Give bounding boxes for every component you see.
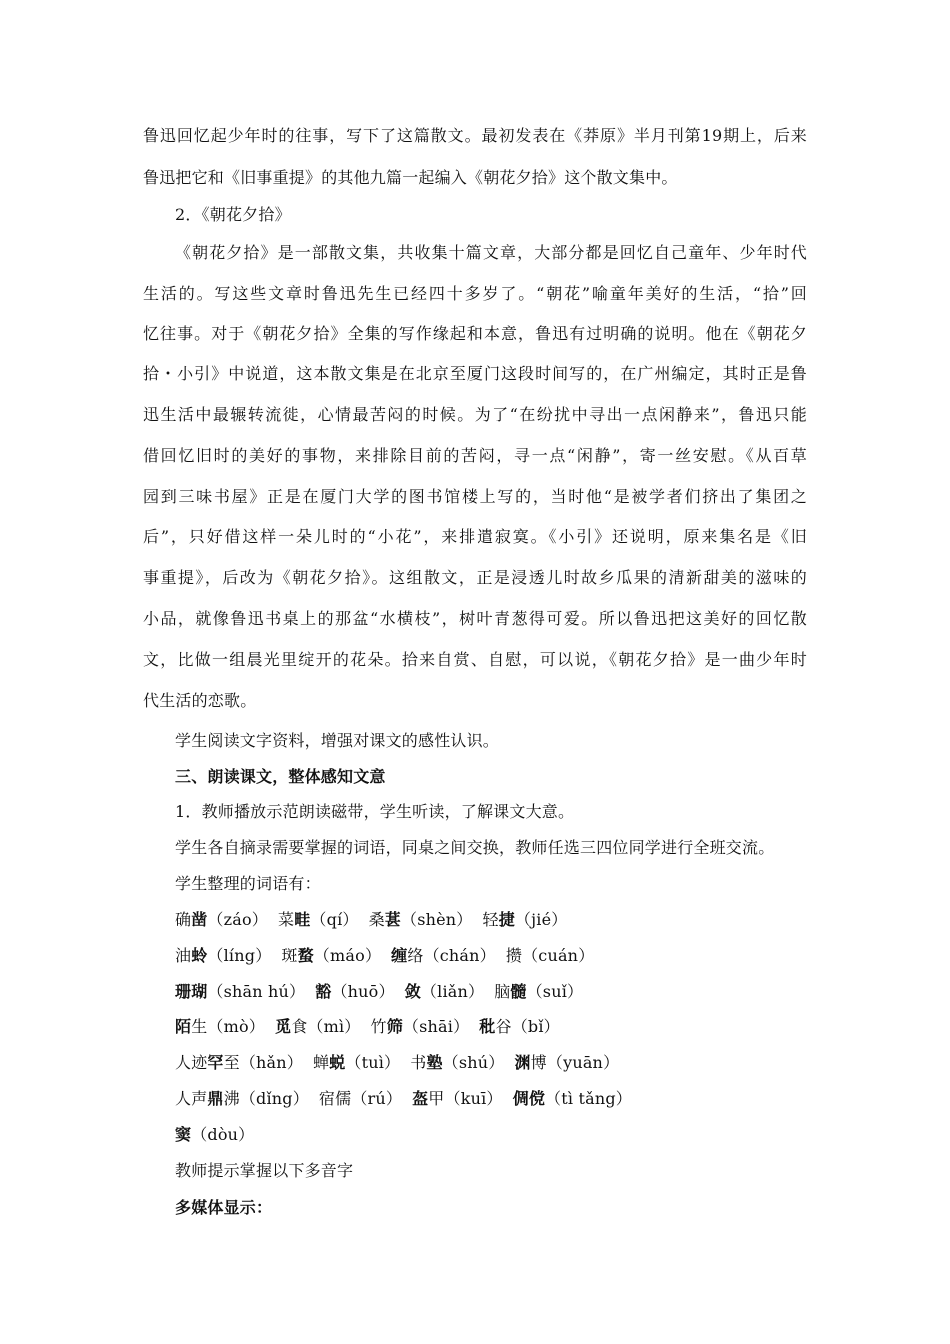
vocab-key-char: 渊 [514,1053,531,1072]
vocab-row [175,1017,560,1037]
vocab-pinyin: （jié） [514,910,568,929]
section-2-line-1: 《朝花夕拾》是一部散文集，共收集十篇文章，大部分都是回忆自己童年、少年时代 [175,243,807,262]
vocab-pinyin: （dǐng） [239,1089,309,1108]
vocab-key-char: 陌 [175,1017,192,1036]
vocab-word-part: 甲 [428,1089,445,1108]
vocab-word-part: 生 [191,1017,208,1036]
vocab-pinyin: （qí） [310,910,359,929]
vocab-pinyin: （líng） [207,946,272,965]
vocab-item [371,1017,470,1036]
student-reading-note: 学生阅读文字资料，增强对课文的感性认识。 [175,731,500,750]
vocab-word-part: 食 [291,1017,308,1036]
vocab-item [175,910,268,929]
vocab-pinyin: （bǐ） [511,1017,560,1036]
vocab-key-char: 蛉 [191,946,208,965]
vocab-item [391,946,496,965]
vocab-row [175,946,594,966]
vocab-pinyin: （mò） [207,1017,266,1036]
vocab-pinyin: （záo） [207,910,269,929]
vocab-key-char: 豁 [315,982,332,1001]
vocab-item [369,910,473,929]
section-2-line-11: 文，比做一组晨光里绽开的花朵。拾来自赏、自慰，可以说，《朝花夕拾》是一曲少年时 [143,650,807,669]
vocab-word-part: 人声 [175,1089,208,1108]
vocab-row [175,1125,254,1145]
vocab-pinyin: （liǎn） [420,982,485,1001]
section-2-line-5: 迅生活中最辗转流徙，心情最苦闷的时候。为了“在纷扰中寻出一点闲静来”，鲁迅只能 [143,405,807,424]
section-2-heading: 2．《朝花夕拾》 [175,205,291,224]
vocab-key-char: 缠 [391,946,408,965]
vocab-item [175,946,271,965]
vocab-word-part: 沸 [223,1089,240,1108]
vocab-item [514,1053,619,1072]
vocab-word-part: 博 [530,1053,547,1072]
section-2-line-12: 代生活的恋歌。 [143,691,257,710]
vocab-key-char: 捷 [498,910,515,929]
vocab-word-part: 书 [410,1053,427,1072]
vocab-item [175,1017,265,1036]
vocab-pinyin: （shāi） [402,1017,470,1036]
multimedia-label: 多媒体显示： [175,1198,273,1217]
vocab-pinyin: （rú） [351,1089,403,1108]
vocab-row [175,1089,632,1109]
vocab-item [278,910,359,929]
vocab-key-char: 窦 [175,1125,192,1144]
vocab-item [281,946,381,965]
vocab-item [506,946,595,965]
vocab-word-part: 竹 [370,1017,387,1036]
section-2-line-3: 忆往事。对于《朝花夕拾》全集的写作缘起和本意，鲁迅有过明确的说明。他在《朝花夕 [143,324,807,343]
vocab-key-char: 塾 [426,1053,443,1072]
vocab-key-char: 凿 [191,910,208,929]
vocab-pinyin: （mì） [307,1017,361,1036]
vocab-word-part: 蝉 [312,1053,330,1072]
vocab-pinyin: （shú） [442,1053,505,1072]
intro-line-2: 鲁迅把它和《旧事重提》的其他九篇一起编入《朝花夕拾》这个散文集中。 [143,168,678,187]
vocab-key-char: 蝥 [297,946,314,965]
vocab-word-part: 宿 [318,1089,336,1108]
vocab-pinyin: （dòu） [191,1125,255,1144]
polyphone-hint: 教师提示掌握以下多音字 [175,1161,354,1180]
vocab-key-char: 葚 [384,910,401,929]
section-2-line-10: 小品，就像鲁迅书桌上的那盆“水横枝”，树叶青葱得可爱。所以鲁迅把这美好的回忆散 [143,609,807,628]
vocab-item [315,982,394,1001]
vocab-pinyin: （tuì） [345,1053,401,1072]
vocab-key-char: 畦 [294,910,311,929]
vocab-pinyin: （tì tǎng） [545,1089,632,1108]
vocab-word-part: 至 [223,1053,240,1072]
vocab-key-char: 鼎 [207,1089,224,1108]
vocab-pinyin: （kuī） [444,1089,503,1108]
exchange-text: 学生各自摘录需要掌握的词语，同桌之间交换，教师任选三四位同学进行全班交流。 [175,838,775,857]
vocab-key-char: 筛 [386,1017,403,1036]
vocab-item [313,1053,400,1072]
vocab-row [175,1053,619,1073]
section-2-line-6: 借回忆旧时的美好的事物，来排除目前的苦闷，寻一点“闲静”，寄一丝安慰。《从百草 [143,446,807,465]
vocab-word-part: 谷 [495,1017,512,1036]
vocab-key-char: 敛 [404,982,421,1001]
vocab-key-char: 罕 [207,1053,224,1072]
vocab-word-part: 轻 [482,910,499,929]
vocab-row [175,910,567,930]
vocab-item [175,982,305,1001]
vocab-pinyin: （shèn） [401,910,473,929]
section-2-line-2: 生活的。写这些文章时鲁迅先生已经四十多岁了。“朝花”喻童年美好的生活，“拾”回 [143,284,807,303]
vocab-key-char: 秕 [479,1017,496,1036]
vocab-intro: 学生整理的词语有： [175,874,321,893]
vocab-pinyin: （hǎn） [239,1053,303,1072]
vocab-word-part: 菜 [278,910,295,929]
vocab-pinyin: （suǐ） [526,982,584,1001]
vocab-word-part: 脑 [494,982,511,1001]
vocab-word-part: 人迹 [175,1053,208,1072]
vocab-row [175,982,583,1002]
vocab-item [412,1089,503,1108]
vocab-pinyin: （huō） [331,982,395,1001]
section-3-heading: 三、朗读课文，整体感知文意 [175,767,386,786]
vocab-word-part: 儒 [335,1089,352,1108]
vocab-pinyin: （máo） [313,946,382,965]
vocab-item [410,1053,504,1072]
vocab-key-char: 蜕 [329,1053,346,1072]
vocab-key-char: 倜傥 [512,1089,546,1108]
section-2-line-7: 园到三味书屋》正是在厦门大学的图书馆楼上写的，当时他“是被学者们挤出了集团之 [143,487,807,506]
vocab-item [513,1089,632,1108]
vocab-item [479,1017,560,1036]
vocab-word-part: 攒 [505,946,523,965]
vocab-word-part: 络 [407,946,424,965]
section-2-line-8: 后”，只好借这样一朵儿时的“小花”，来排遣寂寞。《小引》还说明，原来集名是《旧 [143,527,807,546]
vocab-item [405,982,484,1001]
vocab-item [175,1053,303,1072]
step-1-text: 1．教师播放示范朗读磁带，学生听读，了解课文大意。 [175,802,575,821]
vocab-item [494,982,583,1001]
vocab-pinyin: （cuán） [522,946,595,965]
vocab-word-part: 确 [175,910,192,929]
vocab-pinyin: （shān hú） [207,982,306,1001]
vocab-word-part: 油 [175,946,192,965]
vocab-item [275,1017,361,1036]
vocab-key-char: 珊瑚 [175,982,208,1001]
vocab-key-char: 髓 [510,982,527,1001]
section-2-line-9: 事重提》，后改为《朝花夕拾》。这组散文，正是浸透儿时故乡瓜果的清新甜美的滋味的 [143,568,807,587]
vocab-item [175,1125,254,1144]
vocab-pinyin: （yuān） [546,1053,620,1072]
section-2-line-4: 拾・小引》中说道，这本散文集是在北京至厦门这段时间写的，在广州编定，其时正是鲁 [143,364,807,383]
vocab-item [175,1089,309,1108]
vocab-pinyin: （chán） [423,946,496,965]
vocab-key-char: 盔 [412,1089,429,1108]
vocab-word-part: 桑 [368,910,385,929]
vocab-item [483,910,568,929]
vocab-word-part: 斑 [281,946,298,965]
vocab-key-char: 觅 [275,1017,292,1036]
vocab-item [319,1089,402,1108]
intro-line-1: 鲁迅回忆起少年时的往事，写下了这篇散文。最初发表在《莽原》半月刊第19期上，后来 [143,126,807,145]
